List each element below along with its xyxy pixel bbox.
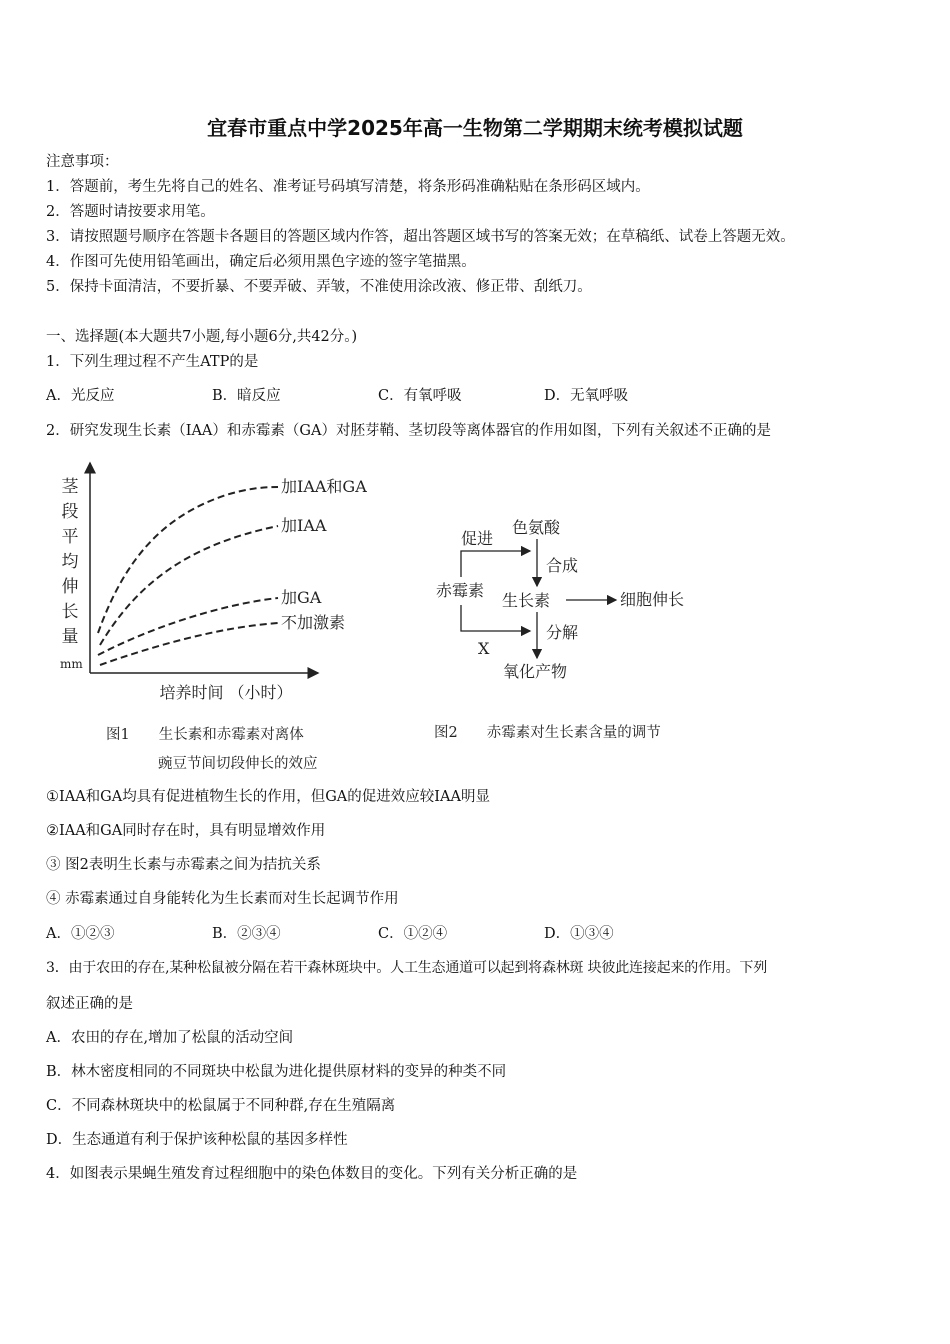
q3-option-a[interactable]: A．农田的存在,增加了松鼠的活动空间	[46, 1030, 294, 1046]
notice-item-5: 5．保持卡面清洁，不要折暴、不要弄破、弄皱，不准使用涂改液、修正带、刮纸刀。	[46, 279, 592, 295]
fig1-ylabel-7: 量	[61, 627, 79, 647]
q3-option-d[interactable]: D．生态通道有利于保护该种松鼠的基因多样性	[46, 1132, 348, 1148]
q2-option-b[interactable]: B．②③④	[212, 926, 281, 942]
q2-option-d[interactable]: D．①③④	[544, 926, 614, 942]
fig2-auxin: 生长素	[502, 591, 551, 610]
fig2-gibberellin: 赤霉素	[436, 581, 485, 600]
figure-1	[60, 463, 367, 772]
fig2-decompose: 分解	[546, 623, 579, 642]
q1-option-c[interactable]: C．有氧呼吸	[378, 388, 462, 404]
notice-item-4: 4．作图可先使用铅笔画出，确定后必须用黑色字迹的签字笔描黑。	[46, 254, 476, 270]
fig1-ylabel-6: 长	[61, 602, 79, 622]
q2-statement-2: ②IAA和GA同时存在时，具有明显增效作用	[46, 823, 326, 839]
fig1-curve-iaa	[100, 526, 278, 645]
fig2-caption: 图2 赤霉素对生长素含量的调节	[434, 725, 661, 741]
fig1-curve-label-1: 加IAA和GA	[281, 477, 367, 496]
notice-item-2: 2．答题时请按要求用笔。	[46, 204, 215, 220]
q1-option-a[interactable]: A．光反应	[46, 388, 115, 404]
q1-option-d[interactable]: D．无氧呼吸	[544, 388, 629, 404]
fig1-ylabel-1: 茎	[61, 477, 79, 497]
q2-statement-3: ③ 图2表明生长素与赤霉素之间为拮抗关系	[46, 857, 321, 873]
fig2-promote: 促进	[461, 529, 494, 548]
q2-statement-4: ④ 赤霉素通过自身能转化为生长素而对生长起调节作用	[46, 891, 399, 907]
fig1-curve-none	[100, 623, 278, 665]
fig1-caption-2: 豌豆节间切段伸长的效应	[158, 756, 318, 772]
q4-stem: 4．如图表示果蝇生殖发育过程细胞中的染色体数目的变化。下列有关分析正确的是	[46, 1166, 578, 1182]
fig1-xlabel: 培养时间 （小时）	[159, 683, 293, 702]
q2-stem: 2．研究发现生长素（IAA）和赤霉素（GA）对胚芽鞘、茎切段等离体器官的作用如图，下列有关叙述不正确的是	[46, 423, 771, 439]
fig1-yunit: mm	[60, 657, 83, 671]
q3-option-b[interactable]: B．林木密度相同的不同斑块中松鼠为进化提供原材料的变异的种类不同	[46, 1064, 507, 1080]
q2-figures	[46, 455, 746, 785]
fig2-arrow-promote	[461, 551, 530, 577]
page-title: 宜春市重点中学2025年高一生物第二学期期末统考模拟试题	[207, 116, 743, 140]
fig1-ylabel-2: 段	[61, 502, 79, 522]
notice-heading: 注意事项：	[46, 154, 119, 170]
fig1-curve-label-4: 不加激素	[281, 613, 346, 632]
q1-stem: 1．下列生理过程不产生ATP的是	[46, 354, 259, 370]
fig2-tryptophan: 色氨酸	[512, 518, 561, 537]
section-heading: 一、选择题(本大题共7小题,每小题6分,共42分。)	[46, 329, 358, 345]
q3-option-c[interactable]: C．不同森林斑块中的松鼠属于不同种群,存在生殖隔离	[46, 1098, 396, 1114]
fig1-ylabel-4: 均	[61, 552, 79, 572]
q2-option-a[interactable]: A．①②③	[46, 926, 115, 942]
fig1-curve-label-3: 加GA	[281, 588, 322, 607]
fig1-caption-1: 图1 生长素和赤霉素对离体	[106, 727, 304, 743]
q3-stem-line-1: 3．由于农田的存在,某种松鼠被分隔在若干森林斑块中。人工生态通道可以起到将森林斑 块彼此连接起来的作用。下列	[46, 960, 768, 976]
q1-option-b[interactable]: B．暗反应	[212, 388, 281, 404]
fig1-curve-iaa-ga	[98, 487, 278, 633]
q2-statement-1: ①IAA和GA均具有促进植物生长的作用，但GA的促进效应较IAA明显	[46, 789, 490, 805]
fig1-ylabel-5: 伸	[61, 577, 79, 597]
notice-item-1: 1．答题前，考生先将自己的姓名、准考证号码填写清楚，将条形码准确粘贴在条形码区域内。	[46, 179, 650, 195]
q2-option-c[interactable]: C．①②④	[378, 926, 448, 942]
figure-2	[434, 518, 684, 741]
fig1-ylabel-3: 平	[61, 527, 79, 547]
q3-stem-line-2: 叙述正确的是	[46, 996, 133, 1012]
fig2-x: X	[478, 639, 490, 658]
notice-item-3: 3．请按照题号顺序在答题卡各题目的答题区域内作答，超出答题区域书写的答案无效；在草稿纸、试卷上答题无效。	[46, 229, 795, 245]
fig2-oxidation: 氧化产物	[503, 662, 568, 681]
fig2-cell-elongation: 细胞伸长	[620, 590, 685, 609]
fig1-curve-label-2: 加IAA	[281, 516, 327, 535]
fig2-synthesis: 合成	[546, 556, 579, 575]
